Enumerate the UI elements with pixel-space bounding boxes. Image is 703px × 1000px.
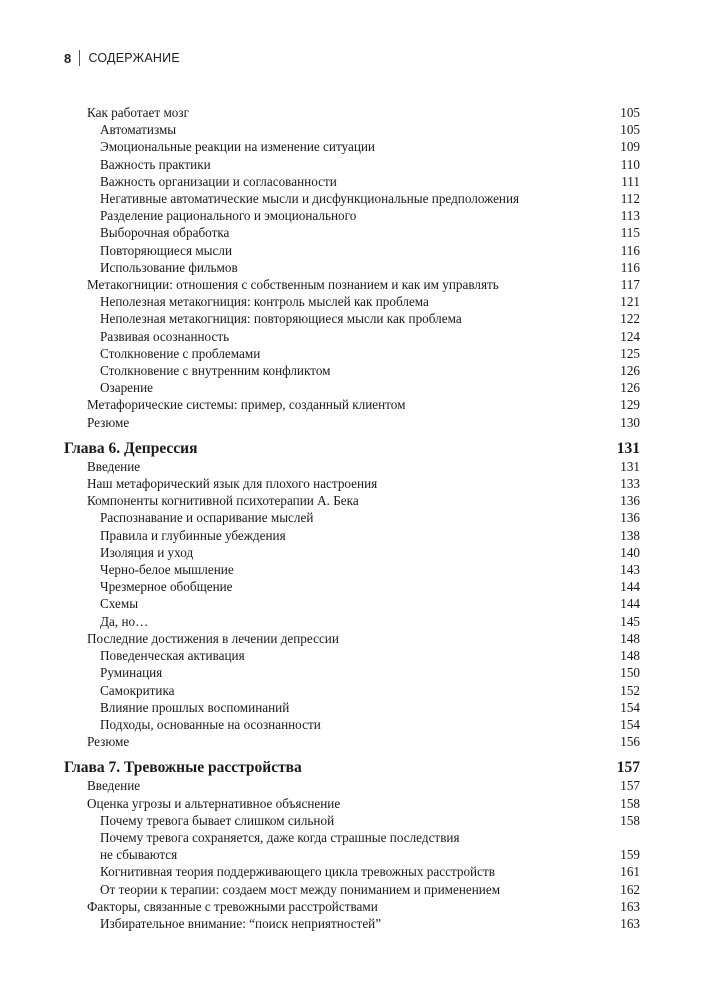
toc-entry [64, 414, 640, 431]
toc-entry-page: 163 [620, 915, 640, 931]
header-divider [79, 50, 80, 66]
toc-entry-title: Почему тревога бывает слишком сильной [100, 812, 335, 828]
toc-entry-title: Последние достижения в лечении депрессии [87, 630, 339, 646]
toc-entry-title: Когнитивная теория поддерживающего цикла тревожных расстройств [100, 864, 495, 880]
toc-entry-title: Да, но… [100, 613, 149, 629]
toc-entry [64, 863, 640, 880]
toc-entry-page: 154 [620, 716, 640, 732]
toc-entry [64, 561, 640, 578]
toc-entry-title: Введение [87, 778, 141, 794]
table-of-contents [64, 104, 640, 932]
toc-entry-title: Правила и глубинные убеждения [100, 527, 286, 543]
toc-entry-page: 105 [620, 122, 640, 138]
toc-entry [64, 345, 640, 362]
toc-entry-page: 148 [620, 630, 640, 646]
toc-entry-page: 105 [620, 105, 640, 120]
toc-chapter-7-a [64, 777, 640, 829]
toc-entry-title: Важность практики [100, 156, 211, 172]
toc-entry-page: 138 [620, 527, 640, 543]
toc-entry [64, 595, 640, 612]
toc-entry-title: Неполезная метакогниция: контроль мыслей как проблема [100, 294, 429, 310]
toc-entry [64, 682, 640, 699]
toc-entry-page: 159 [620, 847, 640, 863]
toc-entry [64, 458, 640, 475]
chapter-title: Глава 6. Депрессия [64, 439, 198, 457]
toc-entry [64, 777, 640, 794]
toc-entry-page: 116 [620, 259, 640, 275]
toc-entry-line2 [64, 846, 640, 863]
toc-entry-title: Распознавание и оспаривание мыслей [100, 510, 314, 526]
toc-entry-page: 162 [620, 881, 640, 897]
toc-entry-title: Автоматизмы [100, 122, 177, 138]
toc-entry [64, 915, 640, 932]
toc-entry [64, 881, 640, 898]
toc-section-brain [64, 104, 640, 431]
toc-entry-page: 158 [620, 812, 640, 828]
toc-entry-page: 143 [620, 562, 640, 578]
toc-entry-title: Компоненты когнитивной психотерапии А. Бека [87, 493, 359, 509]
toc-entry-page: 116 [620, 242, 640, 258]
toc-entry-title: Столкновение с проблемами [100, 345, 261, 361]
toc-entry [64, 647, 640, 664]
toc-entry [64, 224, 640, 241]
toc-entry-title: Повторяющиеся мысли [100, 242, 233, 258]
toc-entry-page: 129 [620, 397, 640, 413]
toc-entry-page: 136 [620, 493, 640, 509]
toc-entry-page: 109 [620, 139, 640, 155]
toc-entry-title: Использование фильмов [100, 259, 238, 275]
toc-entry-title: Подходы, основанные на осознанности [100, 716, 321, 732]
toc-entry [64, 190, 640, 207]
toc-entry [64, 509, 640, 526]
toc-entry-page: 154 [620, 699, 640, 715]
toc-entry [64, 578, 640, 595]
toc-entry-page: 126 [620, 380, 640, 396]
toc-entry-title: Влияние прошлых воспоминаний [100, 699, 290, 715]
toc-entry-page: 111 [621, 173, 640, 189]
toc-entry-title: Столкновение с внутренним конфликтом [100, 363, 331, 379]
page-header [64, 50, 180, 66]
toc-entry [64, 733, 640, 750]
toc-entry-page: 152 [620, 682, 640, 698]
toc-entry [64, 527, 640, 544]
toc-entry [64, 475, 640, 492]
toc-entry-title-line2: не сбываются [100, 847, 178, 863]
toc-entry-page: 161 [620, 864, 640, 880]
toc-entry [64, 699, 640, 716]
toc-entry-page: 140 [620, 544, 640, 560]
toc-entry-title: Самокритика [100, 682, 175, 698]
toc-chapter-6 [64, 458, 640, 750]
toc-entry-title: Как работает мозг [87, 105, 190, 120]
toc-entry [64, 379, 640, 396]
toc-entry [64, 664, 640, 681]
toc-entry-title: Негативные автоматические мысли и дисфункциональные предположения [100, 191, 520, 207]
toc-entry-page: 158 [620, 795, 640, 811]
toc-entry-page: 144 [620, 596, 640, 612]
page-number: 8 [64, 50, 72, 66]
toc-entry [64, 898, 640, 915]
toc-entry-title: Поведенческая активация [100, 648, 245, 664]
toc-entry-page: 126 [620, 363, 640, 379]
toc-entry-title: Введение [87, 458, 141, 474]
toc-entry-title: Важность организации и согласованности [100, 173, 337, 189]
toc-entry [64, 544, 640, 561]
chapter-page: 131 [616, 439, 640, 457]
toc-entry [64, 716, 640, 733]
toc-entry-title: Выборочная обработка [100, 225, 230, 241]
toc-chapter-7-b [64, 863, 640, 932]
toc-entry [64, 156, 640, 173]
toc-entry [64, 138, 640, 155]
toc-entry [64, 829, 640, 863]
toc-entry-page: 133 [620, 476, 640, 492]
toc-entry-title: Черно-белое мышление [100, 562, 234, 578]
toc-entry-page: 124 [620, 328, 640, 344]
toc-entry-page: 110 [620, 156, 640, 172]
toc-entry-page: 125 [620, 345, 640, 361]
toc-entry-title: От теории к терапии: создаем мост между пониманием и применением [100, 881, 501, 897]
toc-entry [64, 396, 640, 413]
toc-entry [64, 630, 640, 647]
toc-entry-title: Руминация [100, 665, 163, 681]
toc-entry-page: 148 [620, 648, 640, 664]
toc-entry-page: 117 [620, 277, 640, 293]
toc-entry-page: 136 [620, 510, 640, 526]
toc-entry [64, 293, 640, 310]
toc-entry-title: Развивая осознанность [100, 328, 230, 344]
toc-entry [64, 121, 640, 138]
chapter-heading [64, 758, 640, 777]
toc-entry [64, 242, 640, 259]
toc-entry-page: 113 [620, 208, 640, 224]
toc-entry-title-line1: Почему тревога сохраняется, даже когда страшные последствия [100, 829, 460, 845]
toc-entry-title: Факторы, связанные с тревожными расстройствами [87, 898, 378, 914]
toc-entry-title: Схемы [100, 596, 139, 612]
toc-entry-page: 157 [620, 778, 640, 794]
toc-entry [64, 173, 640, 190]
toc-entry-page: 130 [620, 414, 640, 430]
toc-entry [64, 104, 640, 121]
toc-entry [64, 207, 640, 224]
toc-entry-page: 121 [620, 294, 640, 310]
toc-entry-title: Избирательное внимание: “поиск неприятностей” [100, 915, 382, 931]
toc-entry-page: 122 [620, 311, 640, 327]
toc-entry-page: 131 [620, 458, 640, 474]
toc-entry [64, 795, 640, 812]
chapter-title: Глава 7. Тревожные расстройства [64, 759, 302, 777]
chapter-heading [64, 439, 640, 458]
toc-entry [64, 328, 640, 345]
toc-entry-page: 156 [620, 734, 640, 750]
toc-entry [64, 492, 640, 509]
toc-entry [64, 310, 640, 327]
toc-entry-page: 163 [620, 898, 640, 914]
toc-entry-page: 115 [620, 225, 640, 241]
toc-entry-page: 150 [620, 665, 640, 681]
toc-entry-title: Метакогниции: отношения с собственным познанием и как им управлять [87, 277, 499, 293]
toc-entry-page: 144 [620, 579, 640, 595]
chapter-page: 157 [616, 759, 640, 777]
toc-entry-title: Разделение рационального и эмоционального [100, 208, 357, 224]
toc-entry-title: Чрезмерное обобщение [100, 579, 233, 595]
toc-entry-page: 145 [620, 613, 640, 629]
toc-entry [64, 276, 640, 293]
toc-entry-title: Эмоциональные реакции на изменение ситуации [100, 139, 375, 155]
toc-entry [64, 812, 640, 829]
toc-entry [64, 362, 640, 379]
toc-entry-title: Резюме [87, 414, 130, 430]
toc-entry-title: Метафорические системы: пример, созданный клиентом [87, 397, 406, 413]
toc-entry [64, 259, 640, 276]
toc-entry-page: 112 [620, 191, 640, 207]
section-title: СОДЕРЖАНИЕ [88, 51, 180, 65]
toc-entry-title: Изоляция и уход [100, 544, 194, 560]
toc-entry-title: Неполезная метакогниция: повторяющиеся мысли как проблема [100, 311, 462, 327]
toc-entry-title: Озарение [100, 380, 154, 396]
toc-entry-title: Резюме [87, 734, 130, 750]
toc-entry [64, 613, 640, 630]
toc-entry-title: Наш метафорический язык для плохого настроения [87, 476, 378, 492]
toc-entry-title: Оценка угрозы и альтернативное объяснение [87, 795, 341, 811]
